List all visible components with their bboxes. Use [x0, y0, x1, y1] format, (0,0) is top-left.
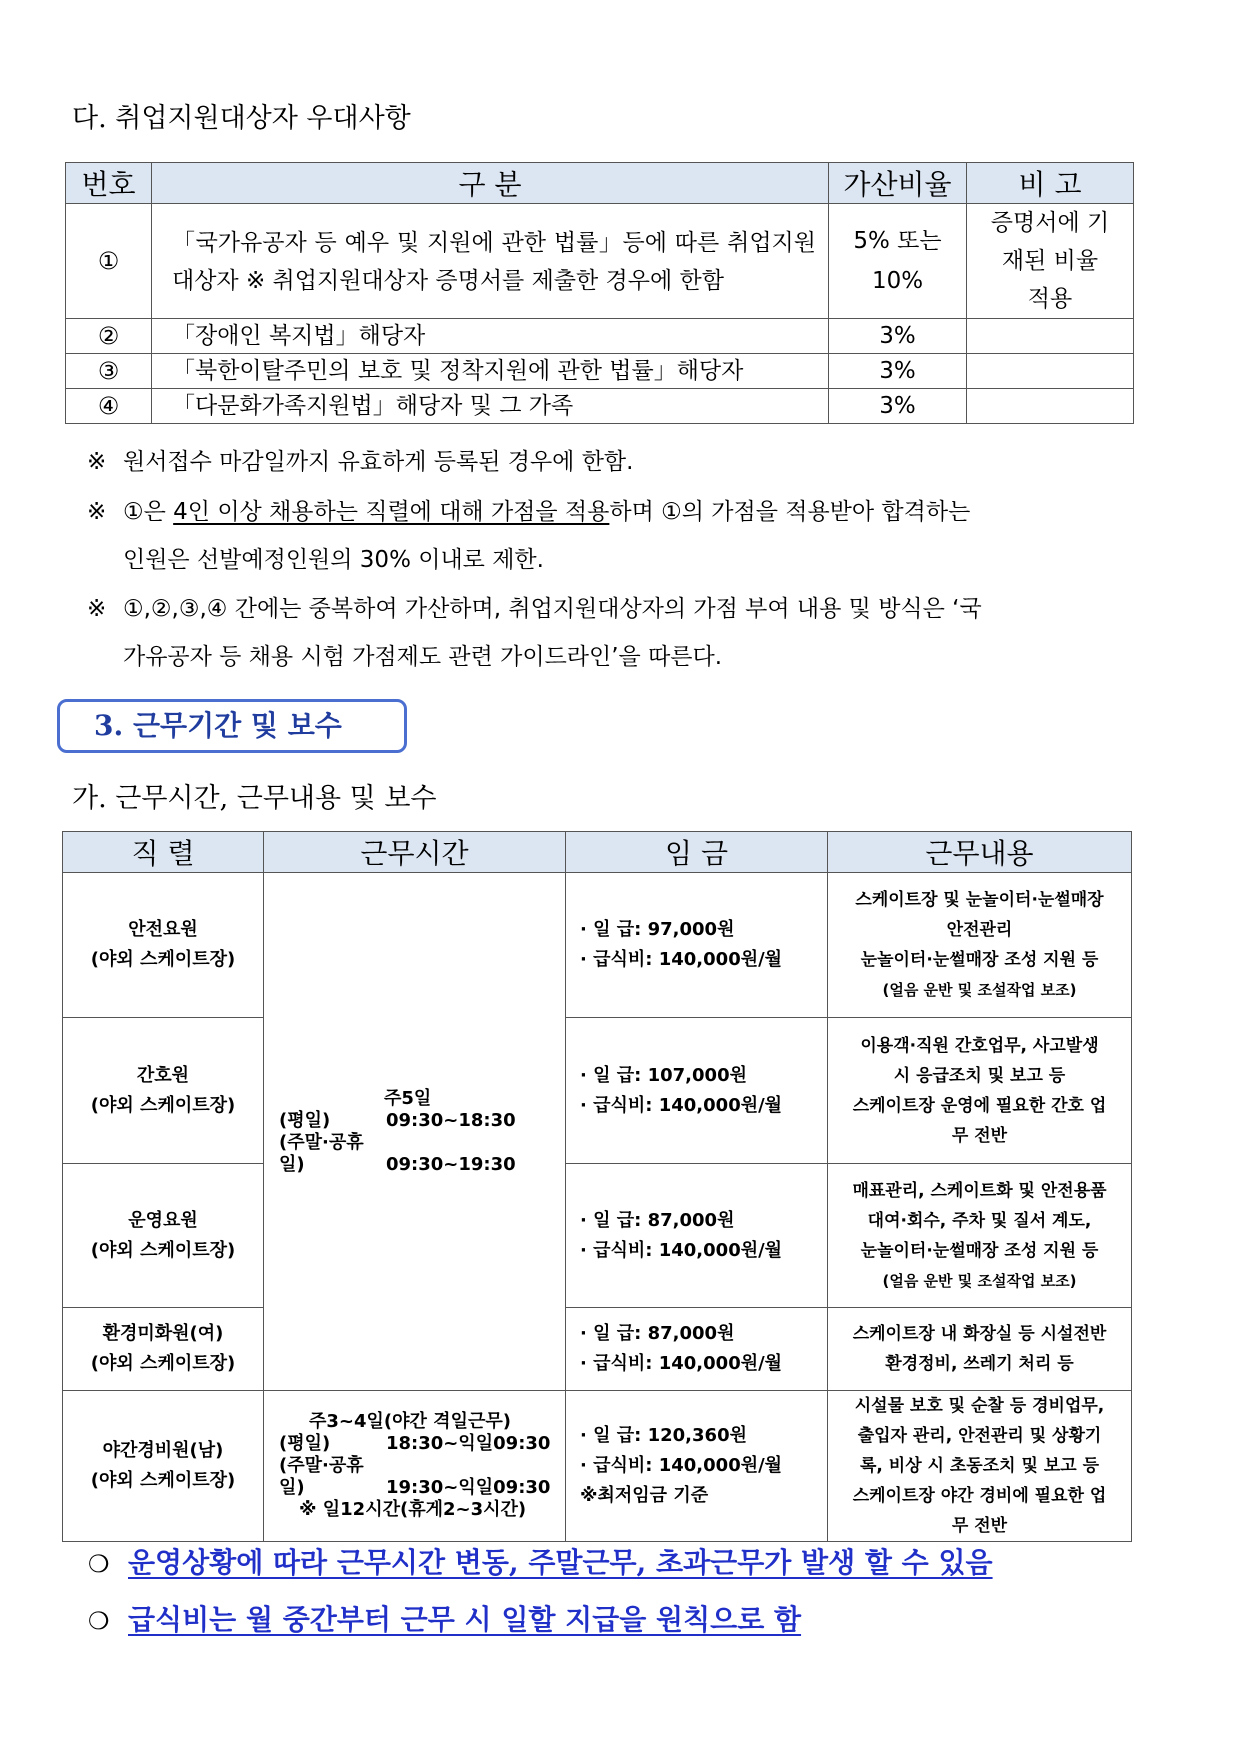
duty-line: 눈놀이터·눈썰매장 조성 지원 등 [860, 950, 1099, 970]
row-number: ② [66, 319, 152, 354]
wage-cell [566, 1308, 828, 1391]
position-title: 운영요원 [128, 1209, 198, 1231]
header-wage: 임 금 [566, 832, 828, 873]
note-1 [87, 438, 1137, 486]
note-text: ①은 [123, 499, 174, 525]
daily-wage: · 일 급: 107,000원 [580, 1064, 747, 1086]
wage-note: ※최저임금 기준 [580, 1485, 709, 1506]
row-description: 「다문화가족지원법」해당자 및 그 가족 [152, 389, 829, 424]
section-heading-da: 다. 취업지원대상자 우대사항 [72, 103, 411, 134]
row-description: 「국가유공자 등 예우 및 지원에 관한 법률」등에 따른 취업지원 대상자 ※ 취업지원대상자 증명서를 제출한 경우에 한함 [152, 204, 829, 319]
duty-line: (얼음 운반 및 조설작업 보조) [882, 981, 1077, 999]
note-mark: ※ [87, 499, 107, 525]
hours-cell [264, 1391, 566, 1542]
position-title: 환경미화원(여) [102, 1323, 224, 1344]
note-text: 인원은 선발예정인원의 30% 이내로 제한. [123, 547, 544, 573]
note-text: ①,②,③,④ 간에는 중복하여 가산하며, 취업지원대상자의 가점 부여 내용 및 방식은 ‘국 [123, 596, 982, 622]
row-number: ③ [66, 354, 152, 389]
position-cell [63, 1391, 264, 1542]
bullet-1 [88, 1541, 993, 1581]
duties-cell [828, 1164, 1132, 1308]
note-mark: ※ [87, 449, 107, 475]
position-cell [63, 1164, 264, 1308]
table-row [66, 389, 1134, 424]
row-remark [967, 319, 1134, 354]
duty-line: 스케이트장 내 화장실 등 시설전반 [852, 1324, 1107, 1344]
table-row [66, 354, 1134, 389]
row-description: 「장애인 복지법」해당자 [152, 319, 829, 354]
duty-line: 무 전반 [951, 1516, 1008, 1536]
note-3 [87, 585, 1137, 681]
preference-table [65, 162, 1134, 424]
duty-line: 무 전반 [951, 1125, 1008, 1146]
row-remark [967, 389, 1134, 424]
circle-bullet-icon: ❍ [88, 1607, 110, 1635]
meal-allowance: · 급식비: 140,000원/월 [580, 1353, 783, 1374]
position-cell [63, 1018, 264, 1164]
duty-line: 매표관리, 스케이트화 및 안전용품 [852, 1180, 1107, 1201]
duty-line: 스케이트장 및 눈놀이터·눈썰매장 [855, 890, 1104, 910]
table-header-row [66, 163, 1134, 204]
header-rate: 가산비율 [829, 163, 967, 204]
duty-line: 출입자 관리, 안전관리 및 상황기 [857, 1426, 1102, 1446]
table-row [63, 1308, 1132, 1391]
daily-wage: · 일 급: 87,000원 [580, 1323, 735, 1344]
duty-line: 시 응급조치 및 보고 등 [893, 1065, 1066, 1086]
duty-line: 스케이트장 운영에 필요한 간호 업 [852, 1095, 1107, 1116]
shared-hours-cell [264, 873, 566, 1391]
position-place: (야외 스케이트장) [90, 1094, 236, 1116]
row-rate: 3% [829, 389, 967, 424]
header-category: 구 분 [152, 163, 829, 204]
bullet-2 [88, 1598, 801, 1638]
duty-line: 안전관리 [946, 920, 1013, 940]
duty-line: 시설물 보호 및 순찰 등 경비업무, [854, 1396, 1105, 1416]
hours-label: (평일) [279, 1109, 331, 1131]
hours-label: (평일) [279, 1433, 331, 1454]
row-remark: 증명서에 기재된 비율 적용 [967, 204, 1134, 319]
position-place: (야외 스케이트장) [90, 949, 236, 970]
duties-cell [828, 1391, 1132, 1542]
row-description: 「북한이탈주민의 보호 및 정착지원에 관한 법률」해당자 [152, 354, 829, 389]
row-number: ④ [66, 389, 152, 424]
position-place: (야외 스케이트장) [90, 1239, 236, 1261]
duty-line: 스케이트장 야간 경비에 필요한 업 [852, 1486, 1107, 1506]
table-row [66, 319, 1134, 354]
hours-time: 18:30~익일09:30 [386, 1433, 551, 1454]
daily-wage: · 일 급: 97,000원 [580, 919, 735, 940]
wage-cell [566, 1164, 828, 1308]
table-row [63, 1018, 1132, 1164]
note-text: 가유공자 등 채용 시험 가점제도 관련 가이드라인’을 따른다. [123, 644, 723, 670]
duties-cell [828, 1018, 1132, 1164]
row-rate: 5% 또는 10% [829, 204, 967, 319]
header-hours: 근무시간 [264, 832, 566, 873]
row-rate: 3% [829, 319, 967, 354]
position-title: 야간경비원(남) [102, 1440, 224, 1461]
section-heading-ga: 가. 근무시간, 근무내용 및 보수 [72, 783, 437, 814]
note-underlined-text: 4인 이상 채용하는 직렬에 대해 가점을 적용 [173, 499, 610, 525]
table-row [63, 1164, 1132, 1308]
note-text: 원서접수 마감일까지 유효하게 등록된 경우에 한함. [123, 449, 634, 475]
position-title: 간호원 [136, 1064, 190, 1086]
hours-time: 09:30~19:30 [386, 1153, 516, 1175]
position-cell [63, 873, 264, 1018]
hours-label: (주말·공휴일) [279, 1131, 364, 1175]
note-2 [87, 488, 1137, 584]
position-place: (야외 스케이트장) [90, 1470, 236, 1491]
duties-cell [828, 873, 1132, 1018]
section-3-heading: 3. 근무기간 및 보수 [57, 699, 407, 753]
note-mark: ※ [87, 596, 107, 622]
bullet-text: 운영상황에 따라 근무시간 변동, 주말근무, 초과근무가 발생 할 수 있음 [128, 1546, 993, 1579]
hours-days: 주5일 [384, 1087, 432, 1109]
note-text: 하며 ①의 가점을 적용받아 합격하는 [609, 499, 971, 525]
table-row [63, 873, 1132, 1018]
wage-cell [566, 1391, 828, 1542]
hours-time: 09:30~18:30 [386, 1109, 516, 1131]
hours-time: 19:30~익일09:30 [386, 1477, 551, 1498]
duty-line: 대여·회수, 주차 및 질서 계도, [867, 1210, 1092, 1231]
work-pay-table [62, 831, 1132, 1542]
duty-line: 록, 비상 시 초동조치 및 보고 등 [859, 1456, 1100, 1476]
circle-bullet-icon: ❍ [88, 1550, 110, 1578]
meal-allowance: · 급식비: 140,000원/월 [580, 1239, 783, 1261]
header-position: 직 렬 [63, 832, 264, 873]
daily-wage: · 일 급: 87,000원 [580, 1209, 735, 1231]
header-remark: 비 고 [967, 163, 1134, 204]
duties-cell [828, 1308, 1132, 1391]
duty-line: 이용객·직원 간호업무, 사고발생 [860, 1035, 1099, 1056]
duty-line: 눈놀이터·눈썰매장 조성 지원 등 [860, 1240, 1099, 1261]
hours-note: ※ 일12시간(휴게2~3시간) [299, 1499, 527, 1520]
position-title: 안전요원 [128, 919, 198, 940]
bullet-text: 급식비는 월 중간부터 근무 시 일할 지급을 원칙으로 함 [128, 1603, 802, 1636]
duty-line: 환경정비, 쓰레기 처리 등 [885, 1354, 1074, 1374]
hours-label: (주말·공휴일) [279, 1455, 364, 1498]
table-row [63, 1391, 1132, 1542]
row-number: ① [66, 204, 152, 319]
daily-wage: · 일 급: 120,360원 [580, 1425, 747, 1446]
table-header-row [63, 832, 1132, 873]
meal-allowance: · 급식비: 140,000원/월 [580, 1455, 783, 1476]
header-duties: 근무내용 [828, 832, 1132, 873]
table-row [66, 204, 1134, 319]
position-cell [63, 1308, 264, 1391]
row-remark [967, 354, 1134, 389]
header-number: 번호 [66, 163, 152, 204]
position-place: (야외 스케이트장) [90, 1353, 236, 1374]
duty-line: (얼음 운반 및 조설작업 보조) [882, 1271, 1077, 1290]
meal-allowance: · 급식비: 140,000원/월 [580, 949, 783, 970]
meal-allowance: · 급식비: 140,000원/월 [580, 1094, 783, 1116]
row-rate: 3% [829, 354, 967, 389]
wage-cell [566, 1018, 828, 1164]
hours-days: 주3~4일(야간 격일근무) [309, 1411, 511, 1432]
wage-cell [566, 873, 828, 1018]
